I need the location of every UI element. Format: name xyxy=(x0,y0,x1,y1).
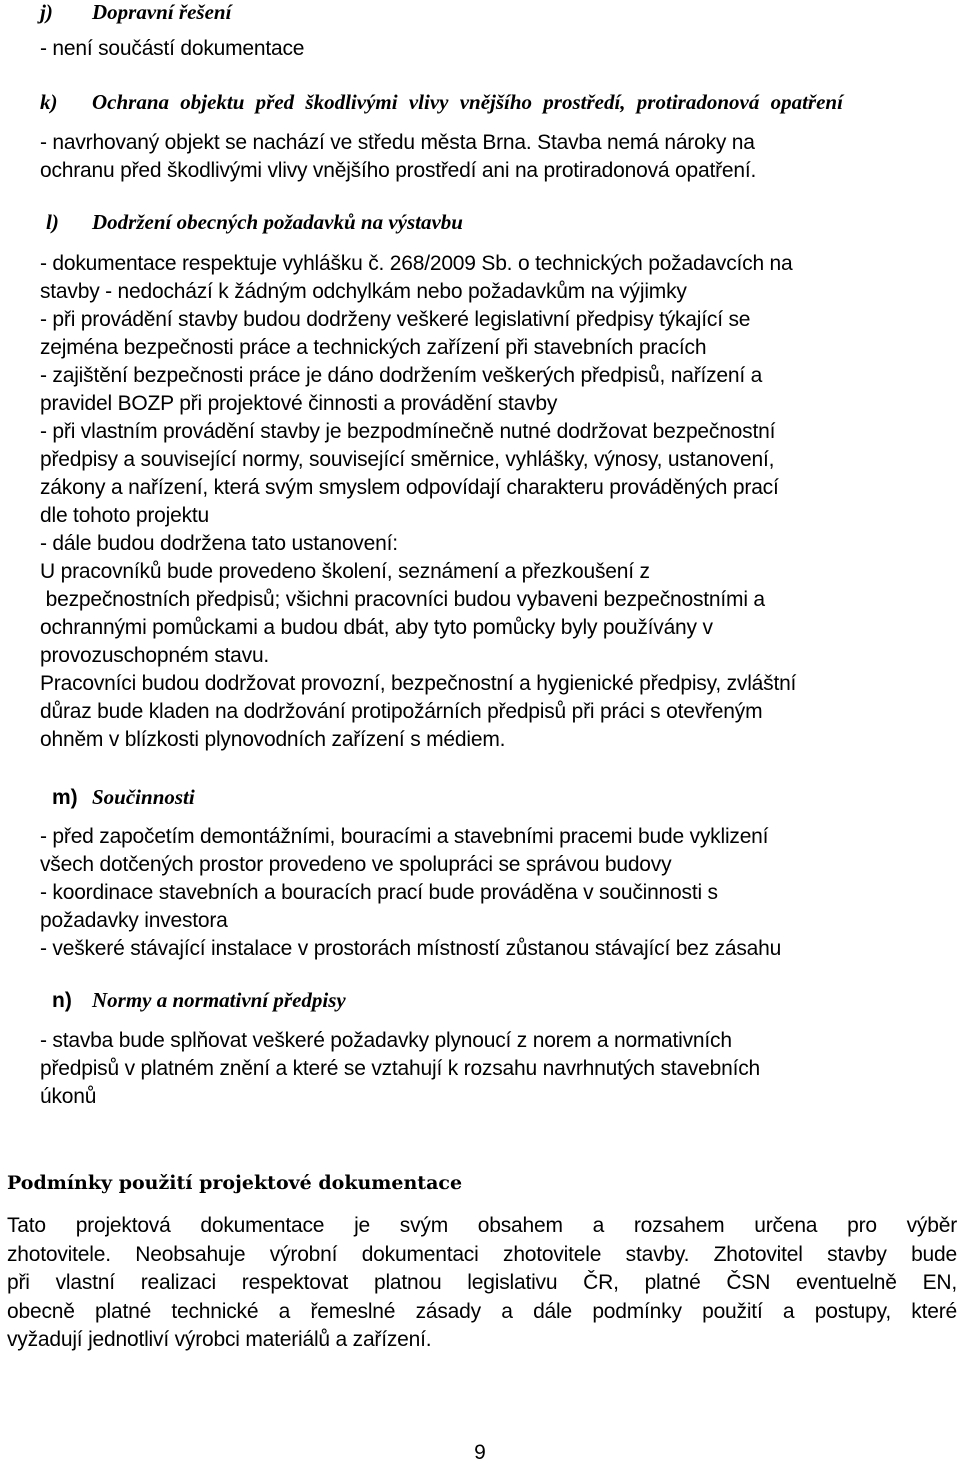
section-title: Dopravní řešení xyxy=(92,0,232,24)
section-letter: l) xyxy=(46,210,59,234)
section-body-l xyxy=(40,250,955,754)
text-line: - koordinace stavebních a bouracích prací bude prováděna v součinnosti s xyxy=(40,881,718,904)
section-letter: j) xyxy=(40,0,53,24)
section-title: Ochrana objektu před škodlivými vlivy vnějšího prostředí, protiradonová opatření xyxy=(92,90,843,114)
text-line: Tato projektová dokumentace je svým obsahem a rozsahem určena pro výběr xyxy=(7,1214,957,1237)
text-line: - stavba bude splňovat veškeré požadavky plynoucí z norem a normativních xyxy=(40,1029,732,1052)
text-line: - navrhovaný objekt se nachází ve středu města Brna. Stavba nemá nároky na xyxy=(40,131,755,154)
text-line: předpisů v platném znění a které se vztahují k rozsahu navrhnutých stavebních xyxy=(40,1057,761,1080)
text-line: - zajištění bezpečnosti práce je dáno dodržením veškerých předpisů, nařízení a xyxy=(40,364,763,387)
text-line: - dále budou dodržena tato ustanovení: xyxy=(40,532,398,555)
section-body-j xyxy=(40,35,955,63)
section-title: Normy a normativní předpisy xyxy=(92,988,346,1012)
text-line: zejména bezpečnosti práce a technických zařízení při stavebních pracích xyxy=(40,336,707,359)
text-line: pravidel BOZP při projektové činnosti a provádění stavby xyxy=(40,392,558,415)
text-line: Pracovníci budou dodržovat provozní, bezpečnostní a hygienické předpisy, zvláštní xyxy=(40,672,797,695)
section-body-m xyxy=(40,823,955,963)
page-number: 9 xyxy=(474,1441,486,1464)
text-line: obecně platné technické a řemeslné zásady a dále podmínky použití a postupy, které xyxy=(7,1299,957,1323)
text-line: stavby - nedochází k žádným odchylkám nebo požadavkům na výjimky xyxy=(40,280,687,303)
section-letter: n) xyxy=(52,989,72,1012)
text-line: zhotovitele. Neobsahuje výrobní dokumentaci zhotovitele stavby. Zhotovitel stavby bude xyxy=(7,1242,957,1266)
text-line: - dokumentace respektuje vyhlášku č. 268/2009 Sb. o technických požadavcích na xyxy=(40,252,793,275)
section-letter: k) xyxy=(40,90,58,114)
conditions-body xyxy=(7,1212,957,1355)
section-heading-k xyxy=(40,89,843,116)
text-line: provozuschopném stavu. xyxy=(40,644,270,667)
section-title: Součinnosti xyxy=(92,785,195,809)
section-heading-n xyxy=(52,987,346,1014)
text-line: - není součástí dokumentace xyxy=(40,37,305,60)
text-line: - při vlastním provádění stavby je bezpodmínečně nutné dodržovat bezpečnostní xyxy=(40,420,776,443)
text-line: - před započetím demontážními, bouracími a stavebními pracemi bude vyklizení xyxy=(40,825,769,848)
section-heading-l xyxy=(46,209,463,236)
text-line: ochrannými pomůckami a budou dbát, aby tyto pomůcky byly používány v xyxy=(40,616,713,639)
text-line: všech dotčených prostor provedeno ve spolupráci se správou budovy xyxy=(40,853,672,876)
text-line: - veškeré stávající instalace v prostorách místností zůstanou stávající bez zásahu xyxy=(40,937,782,960)
text-line: při vlastní realizaci respektovat platnou legislativu ČR, platné ČSN eventuelně EN, xyxy=(7,1271,957,1294)
text-line: úkonů xyxy=(40,1085,97,1108)
conditions-title: Podmínky použití projektové dokumentace xyxy=(7,1172,463,1194)
section-title: Dodržení obecných požadavků na výstavbu xyxy=(92,210,463,234)
section-body-n xyxy=(40,1027,955,1111)
section-letter: m) xyxy=(52,786,78,809)
text-line: - při provádění stavby budou dodrženy veškeré legislativní předpisy týkající se xyxy=(40,308,751,331)
text-line: bezpečnostních předpisů; všichni pracovníci budou vybaveni bezpečnostními a xyxy=(40,588,765,611)
text-line: ochranu před škodlivými vlivy vnějšího prostředí ani na protiradonová opatření. xyxy=(40,159,757,182)
text-line: zákony a nařízení, která svým smyslem odpovídají charakteru prováděných prací xyxy=(40,476,779,499)
text-line: důraz bude kladen na dodržování protipožárních předpisů při práci s otevřeným xyxy=(40,700,763,723)
text-line: dle tohoto projektu xyxy=(40,504,209,527)
section-heading-m xyxy=(52,784,195,811)
text-line: ohněm v blízkosti plynovodních zařízení s médiem. xyxy=(40,728,506,751)
text-line: vyžadují jednotliví výrobci materiálů a zařízení. xyxy=(7,1328,432,1351)
section-heading-j xyxy=(40,0,231,26)
text-line: předpisy a související normy, související směrnice, vyhlášky, výnosy, ustanovení, xyxy=(40,448,775,471)
text-line: U pracovníků bude provedeno školení, seznámení a přezkoušení z xyxy=(40,560,650,583)
text-line: požadavky investora xyxy=(40,909,228,932)
section-body-k xyxy=(40,129,955,185)
